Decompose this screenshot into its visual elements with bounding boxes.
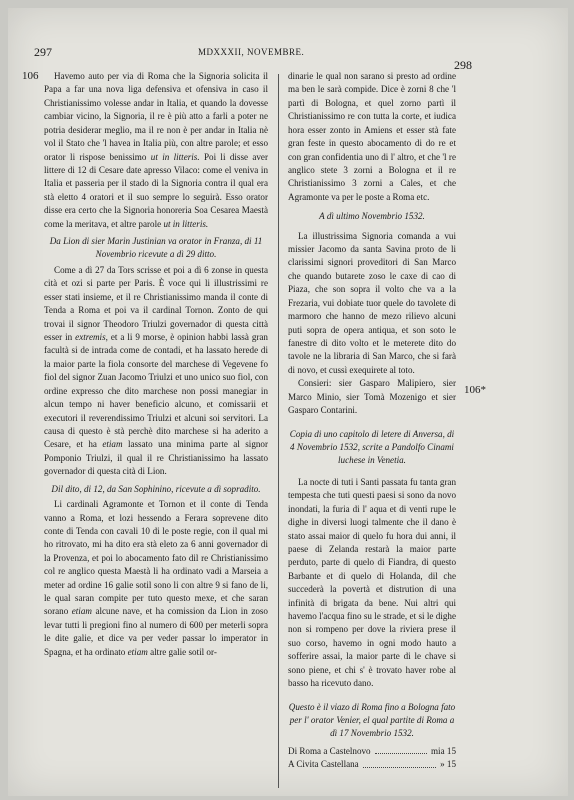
page-number-right: 298 — [454, 58, 472, 72]
itinerary-list — [288, 745, 456, 772]
margin-number-right: 106* — [464, 384, 486, 396]
column-divider — [278, 74, 279, 788]
paragraph: Havemo auto per via di Roma che la Signoria solicita il Papa a far una nova liga defensiva et ofensiva in caso il Christianissimo volesse andar in Italia, et quando la dovesse cambiar vicino, la Signoria, il re è più atto a farli a poter ne potria desiderar meglio, ma il re non è per andar in Italia nè vol il Stato che 'l havea in Italia più, con altre parole; et esso orator li rispose benissimo ut in litteris. Poi li disse aver littere di 12 di Cesare date apresso Vilaco: come el veniva in Italia et passeria per il stado di la Signoria contra il qual era stà eletto 4 oratori et il suo sempre lo seguirà. Esso orator disse era certo che la Signoria honoreria Soa Cesarea Maestà come la meritava, et altre parole ut in litteris. — [44, 71, 269, 229]
running-title: MDXXXII, NOVEMBRE. — [198, 47, 305, 57]
paragraph: dinarie le qual non sarano si presto ad ordine ma ben le sarà compide. Dice è zorni 8 che 'l partì di Bologna, et quel zorno partì il Christianissimo re con tutta la corte, et iudica hora esser zonto in Amiens et esser stà fate gran feste in questo abocamento di do re et con gran confidentia uno di l' altro, et che 'l re anglico stete 3 zorni a Bologna et il re Christianissimo 3 zorni a Cales, et che Agramonte va per le poste a Roma etc. — [288, 71, 456, 202]
section-heading: Da Lion di sier Marin Justinian va orator in Franza, di 11 Novembrio ricevute a dì 29 ditto. — [49, 236, 263, 260]
margin-number-left: 106 — [22, 70, 39, 82]
page-number-left: 297 — [34, 45, 52, 59]
paragraph: La nocte di tuti i Santi passata fu tanta gran tempesta che tuti questi paesi si sono da novo inondati, la furia di l' aqua et di venti rupe le dighe in diversi luogi talmente che il dano è stato assai maior di quelo fu hora dui anni, il paese di Zelanda restarà la maior parte perduto, parte di quelo di Fiandra, di questo Barbante et di quelo di Holanda, dil che succederà la povertà et distrution di una infinità di brigata da bene. Nui altri qui havemo l'acqua fino su le strade, et si le dighe non si rompeno per dove la riviera prese il suo corso, havemo in ogni modo hauto a sofferire assai, la maior parte di le chave si sono piene, et chi s' è trovato haver robe al basso ha ricevuto dano. — [288, 476, 456, 689]
itinerary-row: Di Roma a Castelnovo mia 15 — [288, 745, 456, 756]
paragraph: Li cardinali Agramonte et Tornon et il conte di Tenda vanno a Roma, et lozi hessendo a Ferara soprevene dito conte di Tenda con cavali 10 di le poste regie, con il qual mi ho ritrovato, mi ha dito era stà eleto za 6 anni governador di la Provenza, et poi lo abocamento fato dil re Christianissimo col re anglico questa Maestà li ha ordinato vadi a Marseia a meter ad ordine 16 galie sotil sono li con altre 9 si fano de li, le qual saran compite per tuto questo mexe, et che saran sorano etiam alcune nave, et ha comission da Lion in zoso levar tutti li pregioni fino al numero di 600 per meterli sopra le dite galie, et dice va per veder passar lo imperator in Spagna, et ha ordinato etiam altre galie sotil or- — [44, 499, 268, 657]
section-heading: Dil dito, di 12, da San Sophinino, ricevute a dì sopradito. — [51, 483, 261, 494]
right-column — [288, 70, 456, 772]
book-page — [8, 8, 568, 796]
itinerary-row: A Civita Castellana » 15 — [288, 759, 456, 770]
section-heading: Copia di uno capitolo di letere di Anversa, di 4 Novembrio 1532, scrite a Pandolfo Cinami luchese in Venetia. — [289, 428, 455, 466]
left-column — [44, 70, 268, 659]
paragraph: La illustrissima Signoria comanda a vui missier Jacomo da santa Savina proto de li clarissimi signori proveditori di San Marco che quando butarete zoso le caxe di cao di Piaza, che son sopra il volto che va a la Frezaria, vui dobiate tuor quele do tavolete di marmoro che hanno de mezo rilievo alcuni puti sopra de opera antiqua, et son soto le fanestre di dito volto et le meterete dito do tavole ne la libraria di San Marco, che si farà di novo, et cussì exequirete al toto. — [288, 230, 456, 375]
page-header — [8, 42, 568, 72]
paragraph: Consieri: sier Gasparo Malipiero, sier Marco Minio, sier Tomà Mozenigo et sier Gasparo Contarini. — [288, 378, 456, 416]
date-heading: A dì ultimo Novembrio 1532. — [319, 211, 425, 222]
paragraph: Come a dì 27 da Tors scrisse et poi a dì 6 zonse in questa cità et ozi si parte per Paris. È voce qui li illustrissimi re esser stati insieme, et il re Christianissimo manda il conte di Tenda a Roma et poi va il cardinal Tornon. Zonto de qui trovai il signor Theodoro Triulzi governador di questa città esser in extremis, et a li 9 morse, è opinion habbi lassà gran facultà si de intrada come de contadi, et ha lassato herede di la maior parte la fiola consorte del marchese di Vegevene fo fiol del signor Zuan Jacomo Triulzi et uno unico suo fiol, con ordine expresso che dito marchese non possi manegiar in alcun tempo ni haver beneficio alcuno, et comissarii et executori il reverendissimo Triulzi et alcuni soi servitori. La causa di questo è stà perchè dito marchese si ha aderito a Cesare, et ha etiam lassato una minima parte al signor Pomponio Triulzi, il qual il re Christianissimo ha lassato governador di questa cità di Lion. — [44, 264, 268, 477]
section-heading: Questo è il viazo di Roma fino a Bologna fato per l' orator Venier, el qual partite di Roma a dì 17 Novembrio 1532. — [288, 701, 456, 739]
